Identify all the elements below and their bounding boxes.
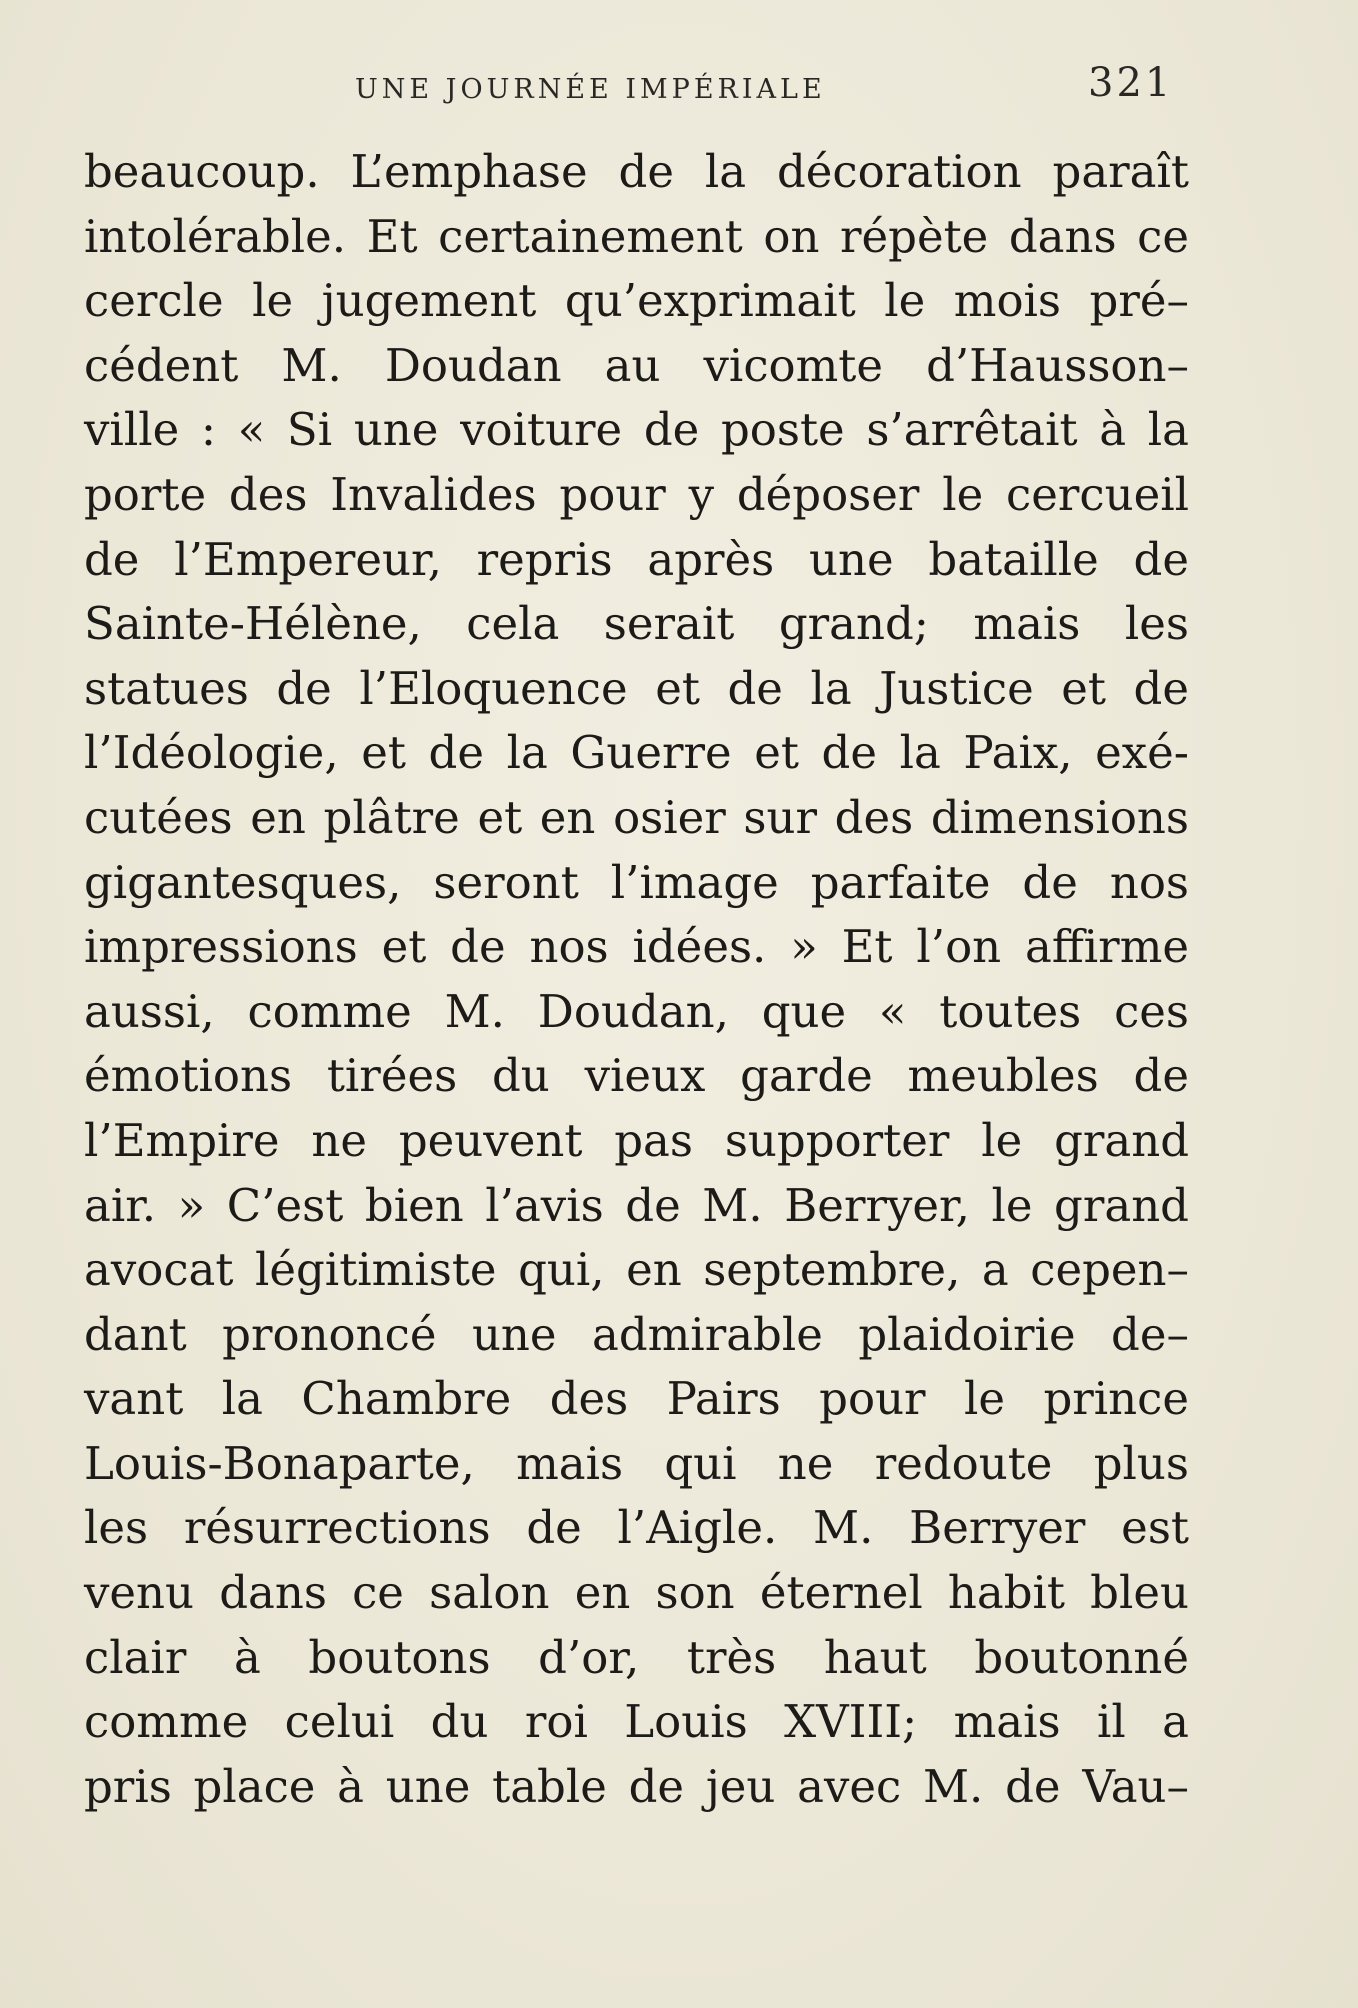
text-line: Louis-Bonaparte, mais qui ne redoute plus [84, 1436, 1189, 1490]
text-line: vant la Chambre des Pairs pour le prince [84, 1372, 1189, 1426]
text-line: émotions tirées du vieux garde meubles de [84, 1049, 1189, 1103]
text-line: air. » C’est bien l’avis de M. Berryer, le grand [84, 1178, 1189, 1232]
text-line: ville : « Si une voiture de poste s’arrêtait à la [84, 403, 1189, 457]
text-line: Sainte-Hélène, cela serait grand; mais les [84, 597, 1189, 651]
text-line: aussi, comme M. Doudan, que « toutes ces [84, 984, 1189, 1038]
text-line: gigantesques, seront l’image parfaite de nos [84, 855, 1189, 909]
text-line: dant prononcé une admirable plaidoirie de– [84, 1307, 1189, 1361]
text-line: cutées en plâtre et en osier sur des dimensions [84, 790, 1189, 844]
text-line: intolérable. Et certainement on répète dans ce [84, 209, 1189, 263]
text-line: de l’Empereur, repris après une bataille de [84, 532, 1189, 586]
text-line: statues de l’Eloquence et de la Justice et de [84, 661, 1189, 715]
text-line: cédent M. Doudan au vicomte d’Hausson– [84, 338, 1189, 392]
text-line: clair à boutons d’or, très haut boutonné [84, 1630, 1189, 1684]
text-line: impressions et de nos idées. » Et l’on affirme [84, 920, 1189, 974]
text-line: comme celui du roi Louis XVIII; mais il a [84, 1695, 1189, 1749]
text-line: avocat légitimiste qui, en septembre, a cepen– [84, 1243, 1189, 1297]
text-line: les résurrections de l’Aigle. M. Berryer est [84, 1501, 1189, 1555]
page-number: 321 [1088, 60, 1174, 106]
text-line: l’Idéologie, et de la Guerre et de la Paix, exé- [84, 726, 1189, 780]
text-line: porte des Invalides pour y déposer le cercueil [84, 467, 1189, 521]
running-head-title: UNE JOURNÉE IMPÉRIALE [355, 74, 826, 105]
body-text [84, 140, 1189, 1819]
text-line: venu dans ce salon en son éternel habit bleu [84, 1566, 1189, 1620]
running-head [0, 58, 1358, 118]
text-line: pris place à une table de jeu avec M. de Vau– [84, 1759, 1189, 1813]
text-line: l’Empire ne peuvent pas supporter le grand [84, 1113, 1189, 1167]
text-line: beaucoup. L’emphase de la décoration paraît [84, 145, 1189, 198]
text-line: cercle le jugement qu’exprimait le mois pré– [84, 274, 1189, 328]
